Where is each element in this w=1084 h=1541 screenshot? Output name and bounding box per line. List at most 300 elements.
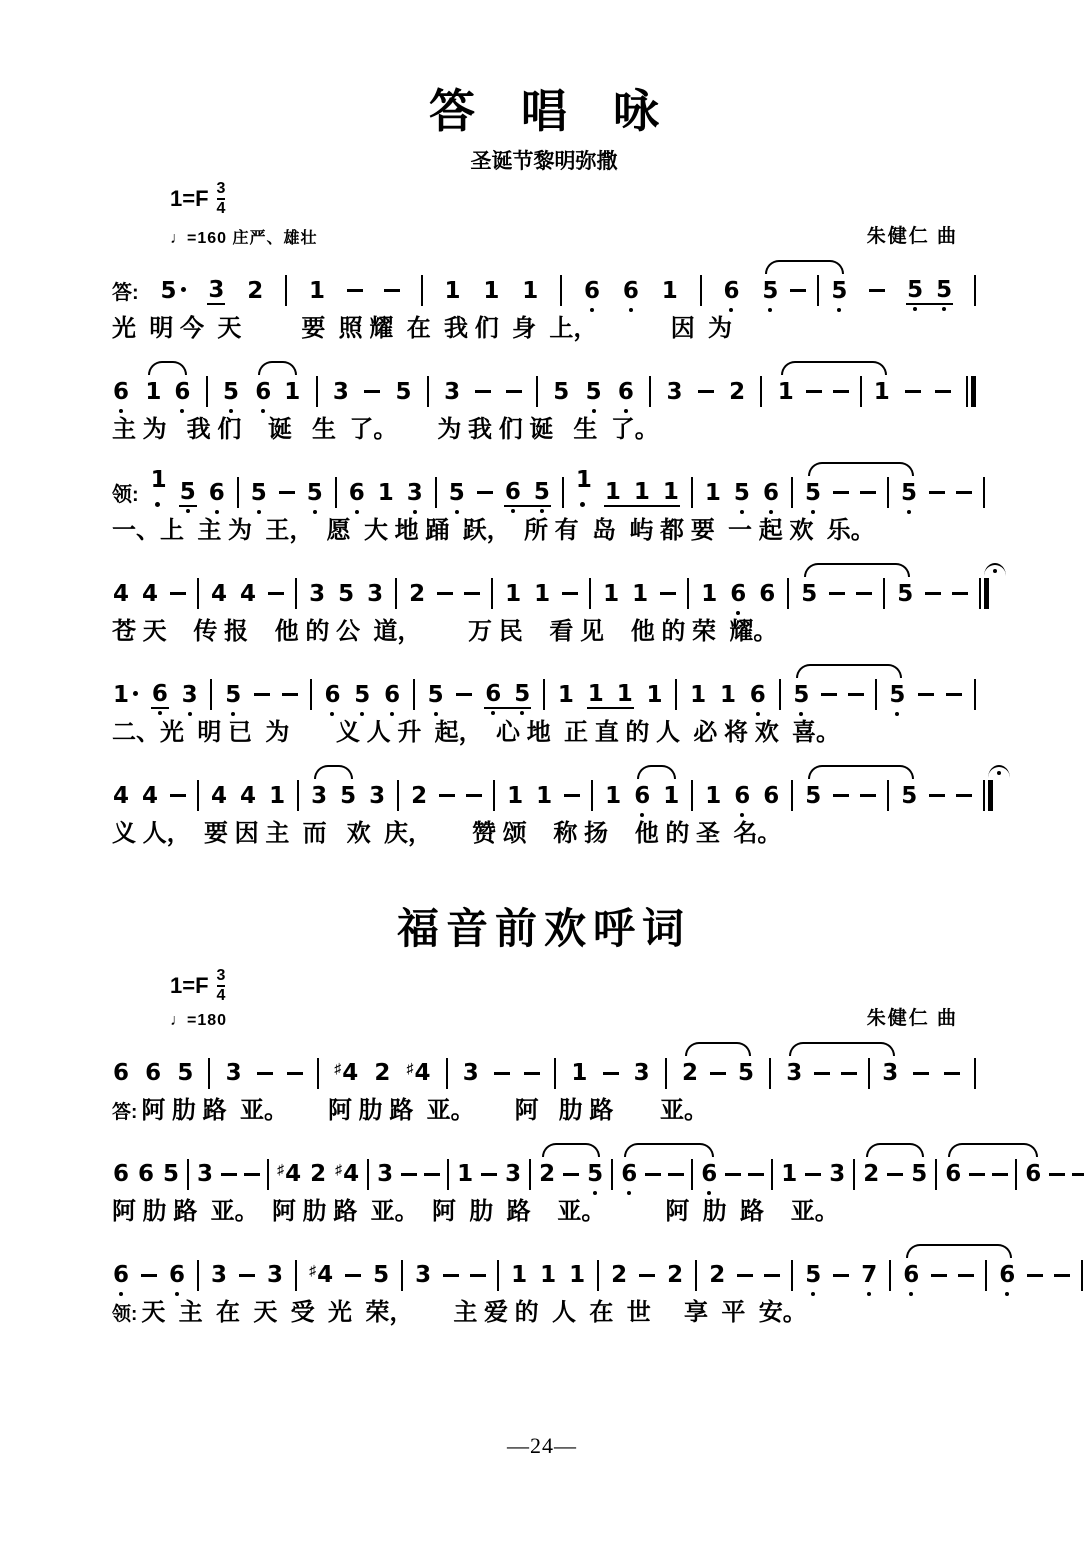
lyrics-line — [112, 719, 976, 753]
note-digit: 2 — [667, 1262, 684, 1289]
note — [504, 1161, 522, 1187]
note — [552, 379, 570, 405]
notation-line — [112, 1256, 1016, 1294]
barline — [1015, 1159, 1017, 1190]
barline — [210, 679, 212, 710]
note-digit: 6 — [621, 1161, 638, 1188]
note — [266, 1262, 284, 1288]
note-digit: 1 — [113, 681, 130, 708]
notation-lines — [112, 1054, 1042, 1333]
part-label: 答: — [112, 1102, 138, 1124]
note-digit: 6 — [763, 782, 780, 809]
note — [539, 1262, 557, 1288]
note — [443, 379, 461, 405]
note-digit: 6 — [384, 681, 401, 708]
note — [620, 1161, 638, 1187]
note — [173, 379, 191, 405]
note-digit: 3 — [211, 1262, 228, 1289]
note-digit: 4 — [240, 782, 257, 809]
note — [141, 581, 159, 607]
note-digit: 5 — [179, 478, 196, 505]
note — [533, 581, 551, 607]
note — [427, 682, 445, 708]
duration-dash — [364, 390, 380, 393]
duration-dash — [833, 491, 849, 494]
note — [372, 1262, 390, 1288]
time-signature-top: 3 — [216, 967, 226, 985]
note — [239, 581, 257, 607]
slur-group — [785, 1054, 899, 1092]
note-digit: 6 — [945, 1161, 962, 1188]
slur-group — [862, 1155, 928, 1193]
song-section-2 — [112, 906, 1042, 1333]
beam-group — [484, 681, 531, 709]
duration-dash — [748, 1173, 764, 1176]
barline — [853, 1159, 855, 1190]
note-digit: 5 — [737, 1060, 754, 1087]
barline — [295, 578, 297, 609]
note-digit: 1 — [632, 580, 649, 607]
barline — [791, 1260, 793, 1291]
note — [510, 1262, 528, 1288]
note — [758, 581, 776, 607]
slur-group — [804, 474, 918, 512]
note-digit: 3 — [406, 479, 423, 506]
note — [506, 783, 524, 809]
note — [112, 783, 130, 809]
note-digit: 3 — [197, 1161, 214, 1188]
notation-line — [112, 575, 976, 613]
note — [617, 379, 635, 405]
note-digit: 5 — [804, 479, 821, 506]
duration-dash — [254, 693, 270, 696]
note — [570, 1060, 588, 1086]
note — [254, 379, 272, 405]
note — [533, 479, 551, 505]
note-digit: 6 — [255, 378, 272, 405]
note-digit: 6 — [113, 1161, 130, 1188]
note-digit: 3 — [208, 276, 225, 303]
barline — [675, 679, 677, 710]
slur-group — [761, 272, 848, 310]
note — [484, 681, 502, 707]
duration-dash — [805, 1173, 821, 1176]
note-digit: 5 — [427, 681, 444, 708]
note-digit: 1 — [522, 277, 539, 304]
slur-group — [620, 1155, 718, 1193]
duration-dash — [698, 390, 714, 393]
note — [633, 1060, 651, 1086]
note-digit: 3 — [311, 782, 328, 809]
note — [729, 581, 747, 607]
note — [368, 783, 386, 809]
barline — [285, 275, 287, 306]
note — [944, 1161, 962, 1187]
duration-dash — [562, 592, 578, 595]
notation-line — [112, 373, 976, 411]
note-digit: 5 — [587, 1161, 604, 1188]
duration-dash — [244, 1173, 260, 1176]
augmentation-dot — [580, 502, 585, 507]
duration-dash — [1054, 1274, 1070, 1277]
beam-group — [504, 479, 551, 507]
composer-credit: 朱健仁 曲 — [866, 1008, 958, 1030]
note-digit: 2 — [247, 277, 264, 304]
note — [112, 682, 139, 708]
sharp-icon: ♯ — [335, 1161, 343, 1178]
sharp-icon: ♯ — [334, 1060, 342, 1077]
note-digit: 3 — [332, 378, 349, 405]
note — [910, 1161, 928, 1187]
note — [306, 480, 324, 506]
note-digit: 1 — [633, 478, 650, 505]
part-label: 领: — [112, 1304, 138, 1326]
note-digit: 1 — [571, 1060, 588, 1087]
note-digit: 6 — [634, 782, 651, 809]
sharp-icon: ♯ — [406, 1060, 414, 1077]
note-digit: 4 — [142, 782, 159, 809]
note-digit: 5 — [907, 276, 924, 303]
note-digit: 1 — [505, 580, 522, 607]
note — [896, 581, 914, 607]
note-digit: 6 — [734, 782, 751, 809]
note — [332, 379, 350, 405]
slur-group — [681, 1054, 755, 1092]
final-barline — [983, 780, 993, 811]
note — [616, 681, 634, 707]
lyrics-line — [112, 618, 976, 652]
key-tempo-block — [112, 181, 318, 248]
duration-dash — [475, 390, 491, 393]
note-digit: 6 — [113, 1060, 130, 1087]
note — [633, 783, 651, 809]
note-digit: 2 — [863, 1161, 880, 1188]
note — [762, 783, 780, 809]
note — [521, 278, 539, 304]
note — [207, 277, 225, 305]
note-digit: 6 — [723, 277, 740, 304]
barline — [887, 477, 889, 508]
note — [408, 581, 426, 607]
duration-dash — [464, 592, 480, 595]
note-digit: 5 — [177, 1060, 194, 1087]
note — [333, 1060, 359, 1086]
note — [310, 783, 328, 809]
note — [785, 1060, 803, 1086]
note-digit: 5 — [306, 479, 323, 506]
note-digit: 1 — [569, 1262, 586, 1289]
note-digit: 3 — [309, 580, 326, 607]
note-digit: 5 — [889, 681, 906, 708]
barline — [687, 578, 689, 609]
duration-dash — [221, 1173, 237, 1176]
barline — [700, 275, 702, 306]
duration-dash — [737, 1274, 753, 1277]
note — [804, 480, 822, 506]
note-digit: 1 — [377, 479, 394, 506]
note-digit: 5 — [395, 378, 412, 405]
note-digit: 1 — [663, 782, 680, 809]
duration-dash — [524, 1072, 540, 1075]
note-digit: 1 — [507, 782, 524, 809]
note — [283, 379, 301, 405]
note — [719, 682, 737, 708]
duration-dash — [239, 1274, 255, 1277]
duration-dash — [929, 794, 945, 797]
duration-dash — [345, 1274, 361, 1277]
barline — [591, 780, 593, 811]
note — [462, 1060, 480, 1086]
note-digit: 1 — [705, 782, 722, 809]
slur-group — [800, 575, 914, 613]
note — [112, 1161, 130, 1187]
beam-group — [587, 681, 634, 709]
note — [761, 278, 779, 304]
barline — [491, 578, 493, 609]
notation-line — [112, 777, 976, 815]
duration-dash — [668, 1173, 684, 1176]
note — [383, 682, 401, 708]
barline — [208, 1058, 210, 1089]
note — [661, 278, 679, 304]
note-digit: 2 — [374, 1060, 391, 1087]
barline — [295, 1260, 297, 1291]
barline — [536, 376, 538, 407]
notation-line — [112, 676, 976, 714]
note-digit: 1 — [704, 479, 721, 506]
note — [749, 682, 767, 708]
note — [804, 783, 822, 809]
note — [700, 1161, 718, 1187]
duration-dash — [439, 794, 455, 797]
note — [210, 1262, 228, 1288]
note-digit: 3 — [367, 580, 384, 607]
note-digit: 1 — [557, 681, 574, 708]
note — [443, 278, 461, 304]
note — [112, 379, 130, 405]
note — [141, 783, 159, 809]
note-digit: 1 — [269, 782, 286, 809]
duration-dash — [384, 289, 400, 292]
note-digit: 5 — [338, 580, 355, 607]
duration-dash — [848, 693, 864, 696]
lyrics-line — [112, 517, 976, 551]
duration-dash — [806, 390, 822, 393]
note — [376, 1161, 394, 1187]
duration-dash — [466, 794, 482, 797]
note-digit: 6 — [151, 680, 168, 707]
duration-dash — [170, 592, 186, 595]
barline — [197, 578, 199, 609]
note — [513, 681, 531, 707]
barline — [562, 477, 564, 508]
note — [662, 479, 680, 505]
page-number: —24— — [507, 1433, 577, 1458]
key-tempo-block — [112, 968, 227, 1030]
duration-dash — [833, 390, 849, 393]
note-digit: 1 — [604, 478, 621, 505]
note-digit: 4 — [211, 580, 228, 607]
note — [268, 783, 286, 809]
note-digit: 6 — [138, 1161, 155, 1188]
note — [998, 1262, 1016, 1288]
barline — [543, 679, 545, 710]
beam-group — [906, 277, 953, 305]
note-digit: 5 — [911, 1161, 928, 1188]
note — [448, 480, 466, 506]
duration-dash — [856, 592, 872, 595]
sharp-icon: ♯ — [277, 1161, 285, 1178]
barline — [597, 1260, 599, 1291]
barline — [760, 376, 762, 407]
note-digit: 6 — [903, 1262, 920, 1289]
note-digit: 1 — [145, 378, 162, 405]
note — [777, 379, 795, 405]
barline — [427, 376, 429, 407]
note — [900, 783, 918, 809]
lyrics-text: 光 明 今 天 要 照 耀 在 我 们 身 上， 因 为 — [112, 314, 733, 342]
note — [737, 1060, 755, 1086]
note — [151, 681, 169, 709]
note-digit: 5 — [533, 478, 550, 505]
note — [733, 480, 751, 506]
slur-group — [538, 1155, 604, 1193]
note — [602, 581, 620, 607]
note-digit: 6 — [113, 1262, 130, 1289]
note — [906, 277, 924, 303]
duration-dash — [929, 491, 945, 494]
note — [144, 1060, 162, 1086]
note — [708, 1262, 726, 1288]
note-digit: 5 — [222, 378, 239, 405]
note-digit: 5 — [805, 782, 822, 809]
note — [162, 1161, 180, 1187]
note — [394, 379, 412, 405]
note-digit: 6 — [617, 378, 634, 405]
key-signature: 1=F — [170, 973, 209, 999]
time-signature-bottom: 4 — [216, 199, 226, 217]
augmentation-dot — [133, 691, 138, 696]
note-digit: 1 — [511, 1262, 528, 1289]
duration-dash — [645, 1173, 661, 1176]
notation-line — [112, 272, 976, 310]
barline — [335, 477, 337, 508]
slur-group — [902, 1256, 1016, 1294]
duration-dash — [969, 1173, 985, 1176]
slur-group — [777, 373, 891, 411]
barline — [310, 679, 312, 710]
note — [575, 467, 593, 519]
duration-dash — [925, 592, 941, 595]
note — [646, 682, 664, 708]
note — [210, 581, 228, 607]
lyrics-text: 天 主 在 天 受 光 荣， 主 爱 的 人 在 世 享 平 安。 — [141, 1299, 807, 1327]
duration-dash — [946, 693, 962, 696]
note-digit: 5 — [936, 276, 953, 303]
note — [704, 480, 722, 506]
note — [722, 278, 740, 304]
time-signature-top: 3 — [216, 179, 226, 197]
note-digit: 1 — [444, 277, 461, 304]
slur-group — [804, 777, 918, 815]
barline — [791, 477, 793, 508]
note — [873, 379, 891, 405]
note — [337, 581, 355, 607]
duration-dash — [443, 1274, 459, 1277]
note-digit: 5 — [354, 681, 371, 708]
duration-dash — [958, 1274, 974, 1277]
beam-group — [604, 479, 680, 507]
note — [792, 682, 810, 708]
duration-dash — [913, 1072, 929, 1075]
barline — [529, 1159, 531, 1190]
note-digit: 4 — [342, 1060, 359, 1087]
part-label: 领: — [112, 484, 139, 507]
note — [587, 681, 605, 707]
note — [689, 682, 707, 708]
note-digit: 5 — [163, 1161, 180, 1188]
lyrics-text: 苍 天 传 报 他 的 公 道， 万 民 看 见 他 的 荣 耀。 — [112, 617, 778, 645]
note — [168, 1262, 186, 1288]
barline — [395, 578, 397, 609]
note — [308, 1262, 334, 1288]
time-signature — [217, 181, 226, 217]
note-digit: 5 — [514, 680, 531, 707]
note-digit: 5 — [793, 681, 810, 708]
duration-dash — [931, 1274, 947, 1277]
note-digit: 1 — [690, 681, 707, 708]
duration-dash — [268, 592, 284, 595]
note-digit: 5 — [901, 782, 918, 809]
duration-dash — [829, 592, 845, 595]
note-digit: 6 — [583, 277, 600, 304]
tempo-character: 庄严、雄壮 — [232, 229, 318, 247]
note-digit: 5 — [733, 479, 750, 506]
notation-line — [112, 1054, 976, 1092]
barline — [267, 1159, 269, 1190]
note — [224, 682, 242, 708]
lyrics-line — [112, 1097, 976, 1131]
barline — [554, 1058, 556, 1089]
note-digit: 6 — [348, 479, 365, 506]
barline — [860, 376, 862, 407]
note-digit: 6 — [701, 1161, 718, 1188]
duration-dash — [833, 794, 849, 797]
note-digit: 1 — [457, 1161, 474, 1188]
note — [482, 278, 500, 304]
note — [804, 1262, 822, 1288]
duration-dash — [833, 1274, 849, 1277]
note-digit: 2 — [611, 1262, 628, 1289]
note-digit: 3 — [786, 1060, 803, 1087]
slur-group — [633, 777, 680, 815]
note — [406, 1060, 432, 1086]
barline — [297, 780, 299, 811]
lyrics-text: 主 为 我 们 诞 生 了。 为 我 们 诞 生 了。 — [112, 415, 659, 443]
barline — [237, 477, 239, 508]
note-digit: 1 — [575, 467, 592, 494]
note-digit: 3 — [267, 1262, 284, 1289]
notation-line — [112, 467, 976, 512]
note — [780, 1161, 798, 1187]
barline — [868, 1058, 870, 1089]
note — [935, 277, 953, 303]
fermata-icon — [988, 765, 1010, 779]
barline — [187, 1159, 189, 1190]
duration-dash — [141, 1274, 157, 1277]
note-digit: 6 — [749, 681, 766, 708]
duration-dash — [282, 693, 298, 696]
